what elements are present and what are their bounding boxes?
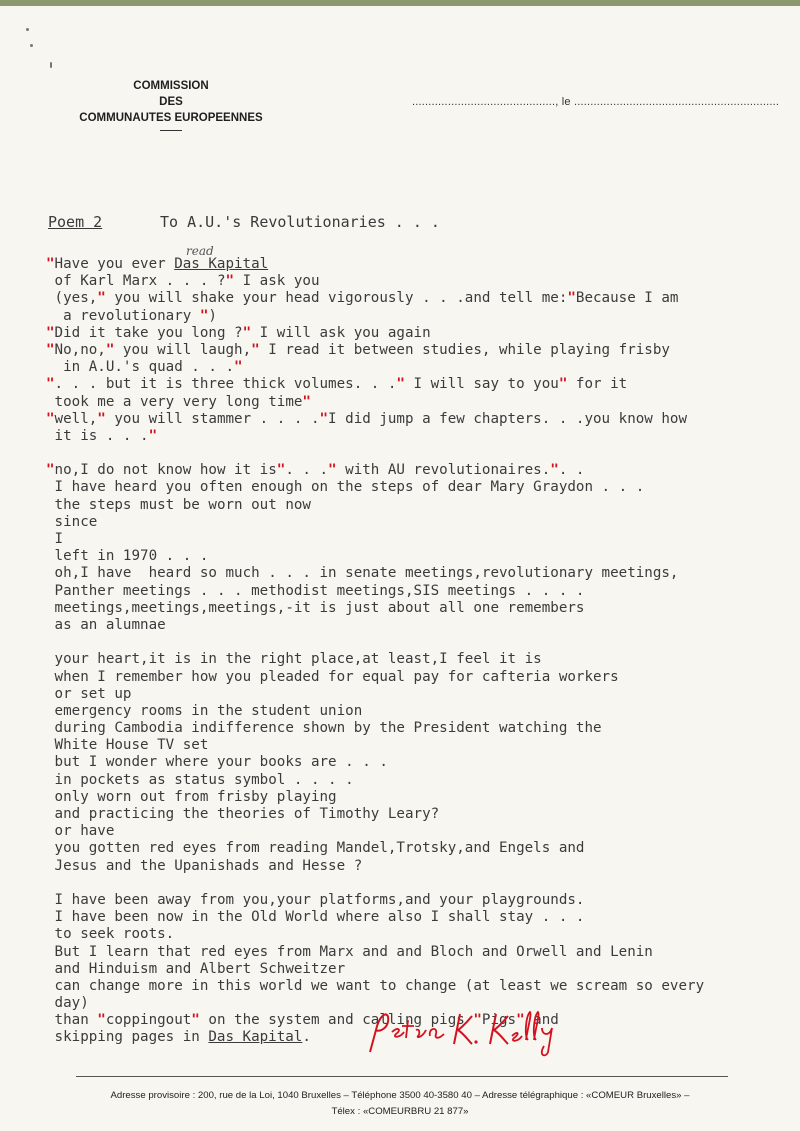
date-line: ............................................, le ............................................................... bbox=[412, 96, 780, 108]
letterhead-rule bbox=[160, 130, 182, 131]
red-quote-mark: " bbox=[148, 427, 158, 444]
poem-line: I have been now in the Old World where also I shall stay . . . bbox=[54, 909, 585, 926]
paper-speck bbox=[26, 28, 29, 31]
poem-line: I have heard you often enough on the steps of dear Mary Graydon . . . bbox=[54, 479, 645, 496]
red-quote-mark: " bbox=[97, 410, 106, 427]
poem-line: to seek roots. bbox=[54, 926, 175, 943]
poem-line: emergency rooms in the student union bbox=[54, 702, 363, 719]
poem-line: oh,I have heard so much . . . in senate meetings,revolutionary meetings, bbox=[54, 565, 679, 582]
poem-line: and Hinduism and Albert Schweitzer bbox=[54, 960, 346, 977]
handwritten-signature bbox=[368, 1000, 558, 1060]
poem-line: "no,I do not know how it is". . ." with AU revolutionaires.". . bbox=[46, 462, 585, 479]
red-quote-mark: " bbox=[225, 273, 235, 290]
poem-line: I have been away from you,your platforms,and your playgrounds. bbox=[54, 891, 585, 908]
stanza-gap bbox=[46, 445, 704, 462]
poem-line: took me a very very long time" bbox=[54, 393, 311, 410]
paper-speck bbox=[50, 62, 52, 68]
poem-line: during Cambodia indifference shown by the President watching the bbox=[54, 720, 602, 737]
red-quote-mark: " bbox=[567, 290, 576, 307]
poem-title: To A.U.'s Revolutionaries . . . bbox=[160, 213, 440, 231]
red-quote-mark: " bbox=[302, 393, 311, 410]
poem-line: since bbox=[54, 513, 98, 530]
poem-line: of Karl Marx . . . ?" I ask you bbox=[54, 273, 320, 290]
footer-address bbox=[60, 1088, 740, 1120]
poem-line: Jesus and the Upanishads and Hesse ? bbox=[54, 857, 363, 874]
red-quote-mark: " bbox=[473, 1012, 482, 1029]
paper-speck bbox=[30, 44, 33, 47]
footer-rule bbox=[76, 1076, 728, 1077]
red-quote-mark: " bbox=[276, 462, 286, 479]
poem-line: skipping pages in Das Kapital. bbox=[54, 1029, 311, 1046]
letterhead-line3: COMMUNAUTES EUROPEENNES bbox=[79, 112, 263, 124]
red-quote-mark: " bbox=[251, 341, 260, 358]
poem-line: it is . . ." bbox=[54, 427, 158, 444]
letterhead bbox=[66, 78, 276, 131]
poem-line: than "coppingout" on the system and calling pigs "Pigs" and bbox=[54, 1012, 559, 1029]
poem-line: in pockets as status symbol . . . . bbox=[54, 771, 354, 788]
poem-number: Poem 2 bbox=[48, 213, 103, 231]
footer-line2: Télex : «COMEURBRU 21 877» bbox=[331, 1106, 469, 1117]
letterhead-line2: DES bbox=[159, 96, 183, 108]
poem-line: White House TV set bbox=[54, 737, 209, 754]
red-quote-mark: " bbox=[46, 324, 55, 341]
red-quote-mark: " bbox=[97, 290, 106, 307]
handwritten-insertion: read bbox=[186, 244, 214, 258]
red-quote-mark: " bbox=[558, 376, 568, 393]
poem-line: the steps must be worn out now bbox=[54, 496, 311, 513]
red-quote-mark: " bbox=[242, 324, 252, 341]
red-quote-mark: " bbox=[550, 462, 559, 479]
poem-line: day) bbox=[54, 995, 89, 1012]
red-quote-mark: " bbox=[191, 1012, 200, 1029]
red-quote-mark: " bbox=[328, 462, 337, 479]
poem-body bbox=[46, 256, 704, 1047]
red-quote-mark: " bbox=[46, 410, 55, 427]
poem-line: can change more in this world we want to change (at least we scream so every bbox=[54, 977, 705, 994]
poem-line: your heart,it is in the right place,at least,I feel it is bbox=[54, 651, 542, 668]
poem-line: ". . . but it is three thick volumes. . ." I will say to you" for it bbox=[46, 376, 628, 393]
poem-line: "No,no," you will laugh," I read it between studies, while playing frisby bbox=[46, 341, 670, 358]
poem-line: and practicing the theories of Timothy Leary? bbox=[54, 806, 440, 822]
red-quote-mark: " bbox=[97, 1012, 106, 1029]
poem-line: left in 1970 . . . bbox=[54, 548, 209, 565]
poem-line: only worn out from frisby playing bbox=[54, 788, 337, 805]
red-quote-mark: " bbox=[46, 376, 55, 393]
poem-line: in A.U.'s quad . . ." bbox=[63, 359, 243, 376]
footer-line1: Adresse provisoire : 200, rue de la Loi, 1040 Bruxelles – Téléphone 3500 40-3580 40 – Adresse télégraphique : «COMEUR Bruxelles» – bbox=[110, 1090, 690, 1101]
stanza-gap bbox=[46, 875, 704, 892]
underlined-title: Das Kapital bbox=[174, 256, 269, 272]
red-quote-mark: " bbox=[516, 1012, 525, 1029]
stanza-gap bbox=[46, 634, 704, 651]
red-quote-mark: " bbox=[46, 462, 55, 479]
poem-line: when I remember how you pleaded for equal pay for cafteria workers bbox=[54, 668, 619, 685]
red-quote-mark: " bbox=[46, 341, 55, 358]
red-quote-mark: " bbox=[234, 359, 243, 376]
poem-line: "Have you ever Das Kapital bbox=[46, 256, 269, 272]
underlined-title: Das Kapital bbox=[208, 1029, 303, 1046]
red-quote-mark: " bbox=[396, 376, 405, 393]
poem-line: or have bbox=[54, 823, 115, 840]
poem-line: a revolutionary ") bbox=[63, 307, 217, 324]
red-quote-mark: " bbox=[319, 410, 329, 427]
poem-line: meetings,meetings,meetings,-it is just about all one remembers bbox=[54, 599, 585, 616]
red-quote-mark: " bbox=[199, 307, 209, 324]
poem-line: as an alumnae bbox=[54, 616, 166, 633]
red-quote-mark: " bbox=[105, 341, 115, 358]
poem-line: I bbox=[54, 531, 64, 547]
poem-line: (yes," you will shake your head vigorously . . .and tell me:"Because I am bbox=[54, 290, 679, 307]
poem-line: But I learn that red eyes from Marx and and Bloch and Orwell and Lenin bbox=[54, 943, 653, 960]
letterhead-line1: COMMISSION bbox=[133, 80, 209, 92]
poem-line: or set up bbox=[54, 685, 132, 702]
poem-line: you gotten red eyes from reading Mandel,Trotsky,and Engels and bbox=[54, 840, 585, 857]
poem-line: Panther meetings . . . methodist meetings,SIS meetings . . . . bbox=[54, 582, 585, 599]
top-edge-rule bbox=[0, 0, 800, 6]
poem-line: "well," you will stammer . . . ."I did jump a few chapters. . .you know how bbox=[46, 410, 688, 427]
red-quote-mark: " bbox=[46, 256, 55, 272]
poem-line: but I wonder where your books are . . . bbox=[54, 754, 388, 771]
poem-line: "Did it take you long ?" I will ask you again bbox=[46, 324, 431, 341]
